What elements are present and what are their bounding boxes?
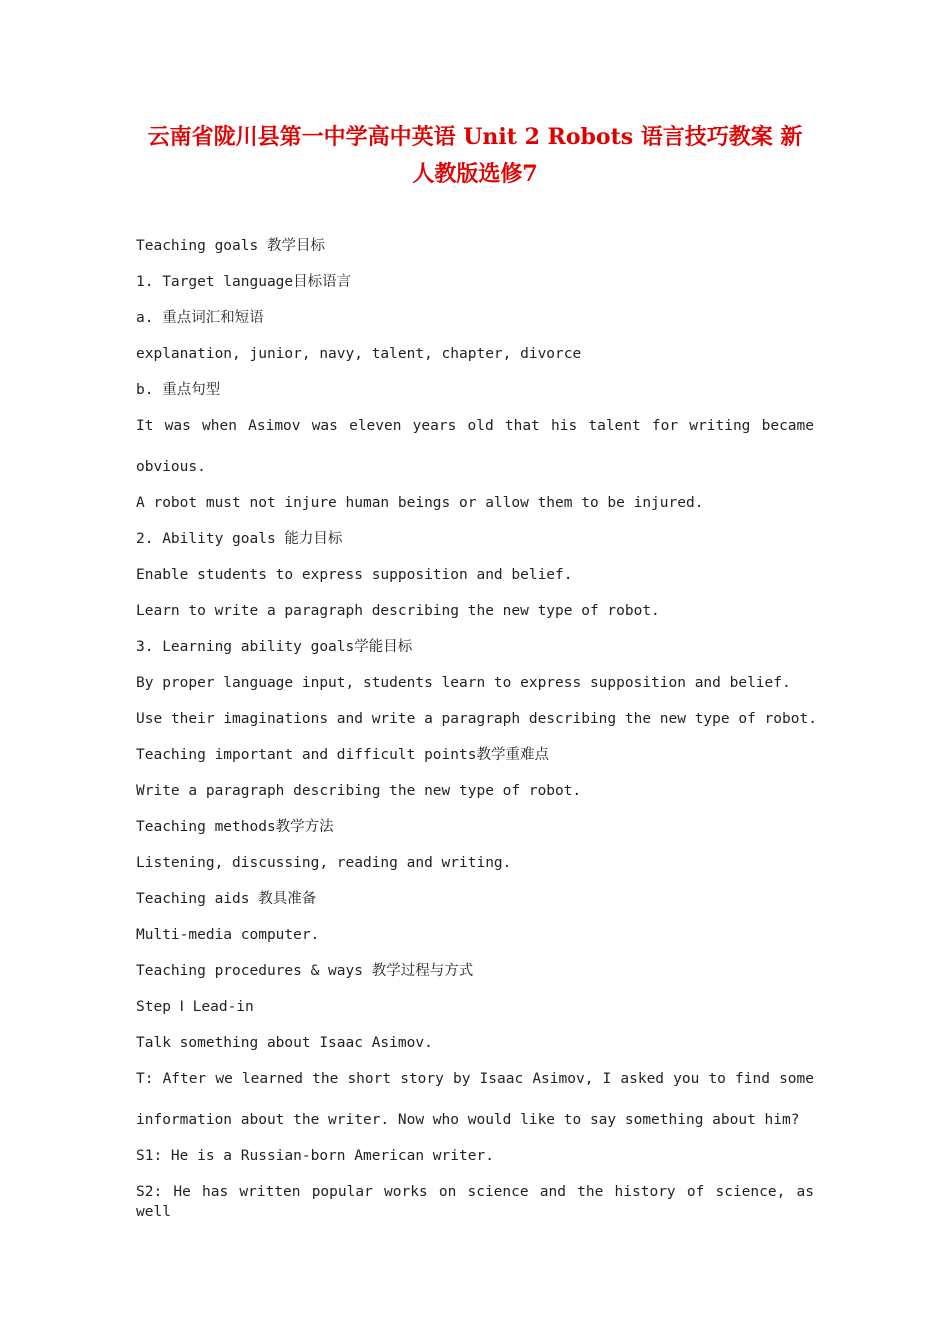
- teacher-dialogue-line-1: T: After we learned the short story by Isaac Asimov, I asked you to find some: [136, 1071, 814, 1087]
- step-1-heading: Step Ⅰ Lead-in: [136, 999, 254, 1015]
- student-2-dialogue: S2: He has written popular works on science and the history of science, as well: [136, 1184, 814, 1220]
- example-sentence-2: A robot must not injure human beings or allow them to be injured.: [136, 495, 704, 511]
- learning-goal-2: Use their imaginations and write a paragraph describing the new type of robot.: [136, 711, 817, 727]
- teaching-methods-text: Listening, discussing, reading and writing.: [136, 855, 512, 871]
- teacher-dialogue-line-2: information about the writer. Now who would like to say something about him?: [136, 1112, 800, 1128]
- ability-goal-2: Learn to write a paragraph describing the new type of robot.: [136, 603, 660, 619]
- section-heading-teaching-methods: Teaching methods教学方法: [136, 819, 334, 835]
- example-sentence-1: It was when Asimov was eleven years old that his talent for writing became: [136, 418, 814, 434]
- subheading-learning-ability-goals: 3. Learning ability goals学能目标: [136, 639, 413, 655]
- vocabulary-list: explanation, junior, navy, talent, chapter, divorce: [136, 346, 582, 362]
- subheading-target-language: 1. Target language目标语言: [136, 274, 352, 290]
- teaching-aids-text: Multi-media computer.: [136, 927, 320, 943]
- subheading-ability-goals: 2. Ability goals 能力目标: [136, 531, 343, 547]
- section-heading-teaching-aids: Teaching aids 教具准备: [136, 891, 317, 907]
- item-key-vocabulary: a. 重点词汇和短语: [136, 310, 264, 326]
- section-heading-procedures: Teaching procedures & ways 教学过程与方式: [136, 963, 474, 979]
- learning-goal-1: By proper language input, students learn to express supposition and belief.: [136, 675, 791, 691]
- step-1-instruction: Talk something about Isaac Asimov.: [136, 1035, 433, 1051]
- section-heading-key-points: Teaching important and difficult points教学重难点: [136, 747, 549, 763]
- key-point-text: Write a paragraph describing the new type of robot.: [136, 783, 582, 799]
- student-1-dialogue: S1: He is a Russian-born American writer.: [136, 1148, 494, 1164]
- ability-goal-1: Enable students to express supposition and belief.: [136, 567, 573, 583]
- document-title-line-2: 人教版选修7: [412, 161, 538, 187]
- example-sentence-1-continued: obvious.: [136, 459, 206, 475]
- document-title-line-1: 云南省陇川县第一中学高中英语 Unit 2 Robots 语言技巧教案 新: [147, 124, 803, 150]
- item-key-sentences: b. 重点句型: [136, 382, 221, 398]
- section-heading-teaching-goals: Teaching goals 教学目标: [136, 238, 325, 254]
